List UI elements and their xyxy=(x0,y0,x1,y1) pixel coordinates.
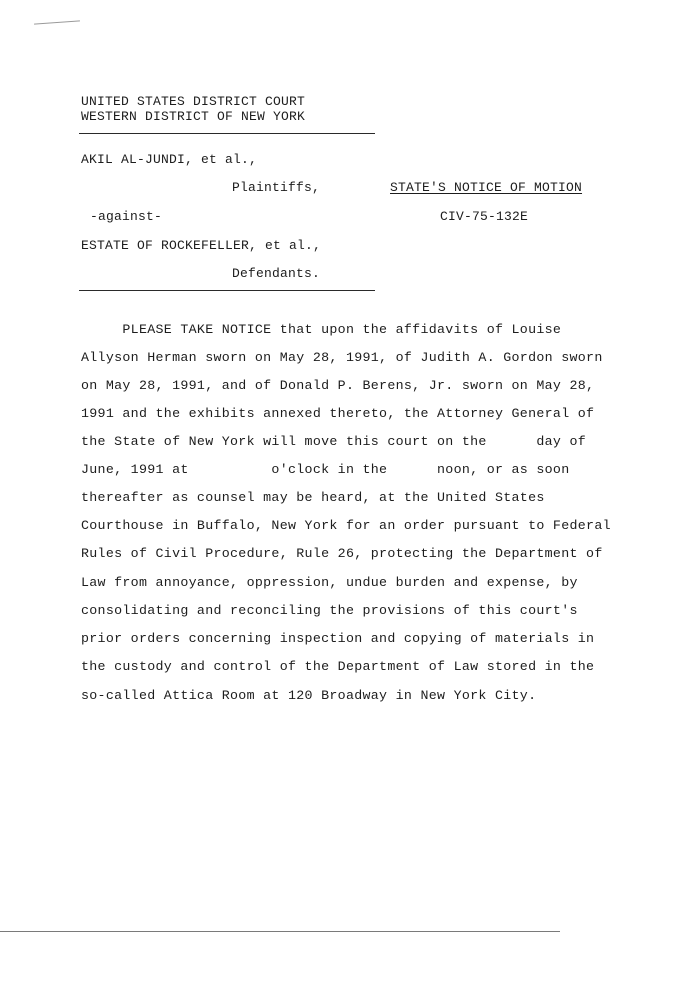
defendant-name: ESTATE OF ROCKEFELLER, et al., xyxy=(81,238,322,253)
defendant-role: Defendants. xyxy=(232,266,321,281)
body-line: Allyson Herman sworn on May 28, 1991, of Judith A. Gordon sworn xyxy=(81,350,603,365)
body-line: PLEASE TAKE NOTICE that upon the affidavits of Louise xyxy=(81,322,562,337)
plaintiff-role: Plaintiffs, xyxy=(232,180,321,195)
body-line: Law from annoyance, oppression, undue burden and expense, by xyxy=(81,575,578,590)
court-district: WESTERN DISTRICT OF NEW YORK xyxy=(81,109,306,124)
caption-top-rule xyxy=(79,133,375,134)
body-line: prior orders concerning inspection and copying of materials in xyxy=(81,631,595,646)
document-title: STATE'S NOTICE OF MOTION xyxy=(390,180,583,195)
versus-label: -against- xyxy=(90,209,163,224)
body-line: so-called Attica Room at 120 Broadway in New York City. xyxy=(81,688,537,703)
plaintiff-name: AKIL AL-JUNDI, et al., xyxy=(81,152,258,167)
scan-edge-line xyxy=(0,931,560,932)
body-line: June, 1991 at o'clock in the noon, or as soon xyxy=(81,462,570,477)
caption-bottom-rule xyxy=(79,290,375,291)
body-line: Rules of Civil Procedure, Rule 26, protecting the Department of xyxy=(81,546,603,561)
body-line: on May 28, 1991, and of Donald P. Berens, Jr. sworn on May 28, xyxy=(81,378,595,393)
court-name: UNITED STATES DISTRICT COURT xyxy=(81,94,306,109)
body-line: Courthouse in Buffalo, New York for an order pursuant to Federal xyxy=(81,518,611,533)
body-line: the custody and control of the Department of Law stored in the xyxy=(81,659,595,674)
body-line: 1991 and the exhibits annexed thereto, the Attorney General of xyxy=(81,406,595,421)
body-line: thereafter as counsel may be heard, at the United States xyxy=(81,490,545,505)
body-line: the State of New York will move this court on the day of xyxy=(81,434,587,449)
body-line: consolidating and reconciling the provisions of this court's xyxy=(81,603,578,618)
case-number: CIV-75-132E xyxy=(440,209,529,224)
scan-artifact xyxy=(34,20,80,24)
